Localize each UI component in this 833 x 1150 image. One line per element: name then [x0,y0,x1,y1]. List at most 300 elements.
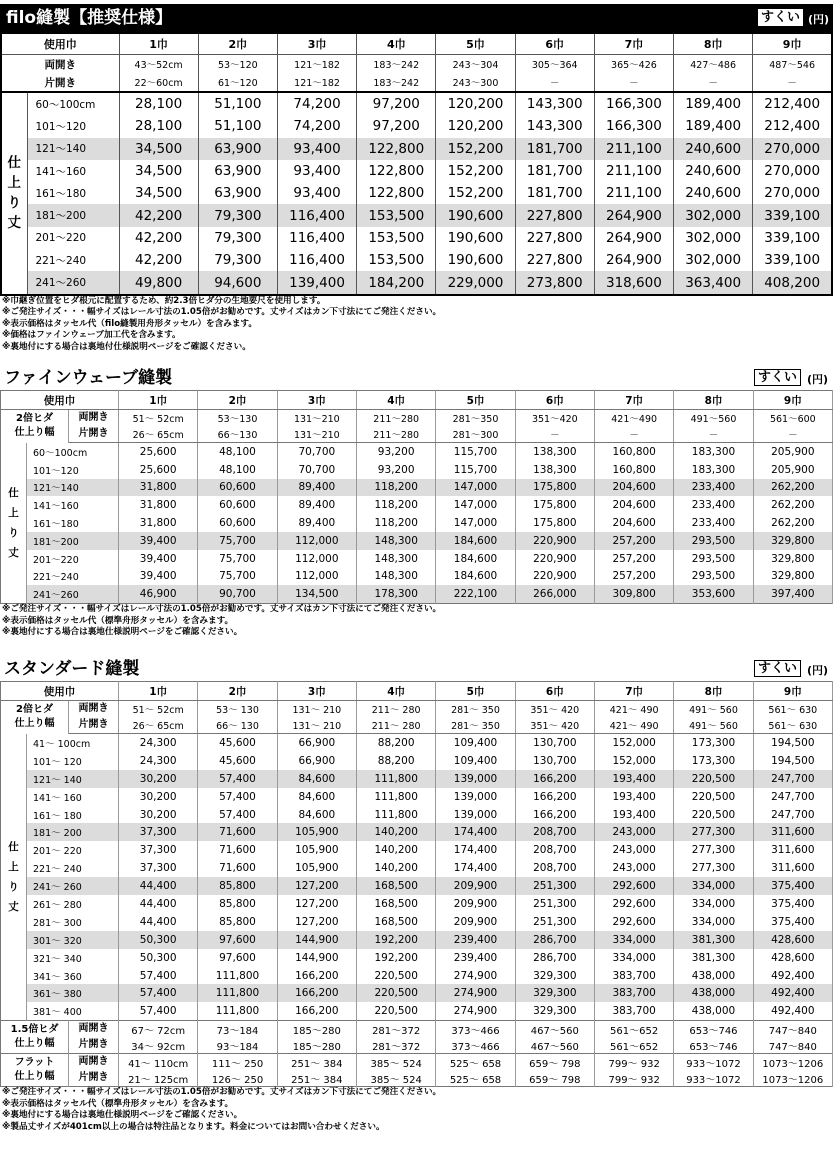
price-cell: 277,300 [674,841,753,859]
price-cell: 204,600 [594,514,673,532]
price-cell: 166,200 [515,788,594,806]
finewave-header [0,366,833,390]
width-range: 34～ 92cm [119,1037,198,1054]
price-cell: 363,400 [674,271,753,294]
price-cell: 262,200 [753,479,832,497]
price-cell: 211,100 [594,160,673,182]
price-cell: 251,300 [515,877,594,895]
price-cell: 75,700 [198,568,277,586]
price-cell: 239,400 [436,931,515,949]
width-range: 211～280 [357,426,436,443]
price-cell: 34,500 [119,138,198,160]
price-cell: 311,600 [753,859,832,877]
price-cell: 264,900 [594,227,673,249]
price-cell: 75,700 [198,550,277,568]
price-cell: 329,300 [515,1002,594,1020]
price-cell: 208,700 [515,841,594,859]
price-cell: 286,700 [515,931,594,949]
finewave-sukui-badge: すくい [754,369,801,386]
col-header: 2巾 [198,682,277,701]
price-cell: 251,300 [515,913,594,931]
price-cell: 292,600 [594,895,673,913]
width-range: 126～ 250 [198,1070,277,1087]
standard-price-table [0,681,833,1087]
price-cell: 375,400 [753,913,832,931]
price-cell: 174,400 [436,841,515,859]
price-cell: 148,300 [357,568,436,586]
price-cell: 183,300 [674,443,753,461]
col-header: 3巾 [277,391,356,410]
price-cell: 334,000 [594,931,673,949]
price-cell: 329,300 [515,984,594,1002]
length-range: 221～240 [27,568,119,586]
single-open-label: 片開き [69,717,119,734]
length-range: 221～240 [27,249,119,271]
price-cell: 122,800 [357,138,436,160]
price-cell: 293,500 [674,568,753,586]
width-range: 61～120 [198,73,277,92]
width-range: 365～426 [594,55,673,74]
price-cell: 140,200 [357,841,436,859]
width-range: － [674,426,753,443]
filo-price-rows [1,92,832,295]
note-line: ※製品丈サイズが401cm以上の場合は特注品となります。料金についてはお問い合わせください。 [2,1121,385,1132]
price-cell: 31,800 [119,479,198,497]
price-cell: 143,300 [515,115,594,137]
price-cell: 127,200 [277,895,356,913]
single-open-label: 片開き [69,426,119,443]
price-cell: 85,800 [198,877,277,895]
price-cell: 116,400 [277,227,356,249]
note-line: ※巾継ぎ位置をヒダ根元に配置するため、約2.3倍ヒダ分の生地要尺を使用します。 [2,295,326,306]
price-cell: 193,400 [594,788,673,806]
note-line: ※表示価格はタッセル代（標準舟形タッセル）を含みます。 [2,615,234,626]
price-cell: 122,800 [357,182,436,204]
price-cell: 93,400 [277,160,356,182]
price-cell: 46,900 [119,585,198,603]
filo-unit-label: (円) [807,13,829,26]
price-cell: 79,300 [198,227,277,249]
price-cell: 293,500 [674,532,753,550]
filo-double-open-row [1,55,832,74]
price-cell: 220,500 [357,984,436,1002]
width-range: 799～ 932 [594,1070,673,1087]
price-cell: 89,400 [277,479,356,497]
price-cell: 147,000 [436,496,515,514]
price-cell: 152,200 [436,182,515,204]
price-cell: 220,900 [515,568,594,586]
width-range: 561～ 630 [753,701,832,718]
width-range: 26～ 65cm [119,717,198,734]
price-cell: 97,200 [357,92,436,115]
price-cell: 239,400 [436,949,515,967]
pleat-ratio-label: 1.5倍ヒダ [10,1024,59,1036]
price-cell: 178,300 [357,585,436,603]
price-cell: 84,600 [277,806,356,824]
price-cell: 74,200 [277,92,356,115]
price-cell: 190,600 [436,204,515,226]
price-cell: 37,300 [119,841,198,859]
price-cell: 383,700 [594,967,673,985]
price-cell: 63,900 [198,138,277,160]
price-cell: 334,000 [594,949,673,967]
width-range: 281～300 [436,426,515,443]
finish-length-label [1,734,27,1021]
finish-width-label: 仕上り幅 [14,718,55,730]
finewave-single-open-row [1,426,833,443]
price-cell: 428,600 [753,931,832,949]
width-range: 22～60cm [119,73,198,92]
width-range: 51～ 52cm [119,701,198,718]
width-range: 525～ 658 [436,1054,515,1071]
width-range: 121～182 [277,73,356,92]
col-header: 6巾 [515,391,594,410]
finewave-price-table [0,390,833,604]
price-cell: 127,200 [277,913,356,931]
standard-notes [0,1087,833,1133]
col-header: 7巾 [594,391,673,410]
double-open-label: 両開き [1,55,119,74]
price-cell: 48,100 [198,461,277,479]
price-row [1,806,833,824]
finewave-header-row [1,391,833,410]
col-header: 4巾 [357,682,436,701]
price-cell: 204,600 [594,496,673,514]
price-cell: 189,400 [674,115,753,137]
double-open-label: 両開き [69,1021,119,1038]
finewave-section [0,366,833,639]
price-cell: 293,500 [674,550,753,568]
price-cell: 383,700 [594,1002,673,1020]
col-header: 6巾 [515,33,594,55]
price-cell: 209,900 [436,877,515,895]
price-cell: 39,400 [119,550,198,568]
flat-single-row [1,1070,833,1087]
price-cell: 57,400 [119,967,198,985]
width-range: 73～184 [198,1021,277,1038]
width-range: 467～560 [515,1021,594,1038]
width-range: － [594,426,673,443]
price-cell: 220,900 [515,532,594,550]
price-cell: 192,200 [357,949,436,967]
price-cell: 257,200 [594,550,673,568]
price-row [1,841,833,859]
standard-single-open-row [1,717,833,734]
col-header: 9巾 [753,682,832,701]
single-open-label: 片開き [69,1037,119,1054]
col-header: 1巾 [119,33,198,55]
price-cell: 118,200 [357,496,436,514]
price-cell: 381,300 [674,931,753,949]
price-cell: 270,000 [753,138,832,160]
price-row [1,160,832,182]
length-range: 141～160 [27,496,119,514]
price-cell: 60,600 [198,514,277,532]
width-range: 211～ 280 [357,717,436,734]
finewave-double-open-row [1,410,833,427]
width-range: 561～652 [594,1037,673,1054]
price-cell: 243,000 [594,841,673,859]
price-cell: 97,200 [357,115,436,137]
price-cell: 34,500 [119,182,198,204]
price-cell: 193,400 [594,806,673,824]
width-range: 41～ 110cm [119,1054,198,1071]
price-cell: 70,700 [277,461,356,479]
length-range: 121～140 [27,138,119,160]
standard-sukui-badge: すくい [754,660,801,677]
col-header: 9巾 [753,33,832,55]
price-cell: 270,000 [753,160,832,182]
note-line: ※ご発注サイズ・・・幅サイズはレール寸法の1.05倍がお勧めです。丈サイズはカン下寸法にてご発注ください。 [2,1087,442,1098]
price-cell: 39,400 [119,568,198,586]
price-cell: 302,000 [674,204,753,226]
finish-width-label: 仕上り幅 [14,1071,55,1083]
width-range: 93～184 [198,1037,277,1054]
price-cell: 85,800 [198,913,277,931]
width-range: 421～ 490 [594,717,673,734]
standard-section-title: スタンダード縫製 [4,659,140,679]
length-range: 60～100cm [27,443,119,461]
price-row [1,859,833,877]
price-row [1,913,833,931]
length-range: 141～ 160 [27,788,119,806]
price-cell: 85,800 [198,895,277,913]
price-cell: 302,000 [674,249,753,271]
price-cell: 329,800 [753,532,832,550]
price-cell: 220,500 [674,788,753,806]
width-range: 351～ 420 [515,717,594,734]
price-cell: 116,400 [277,204,356,226]
price-cell: 174,400 [436,859,515,877]
price-cell: 152,200 [436,160,515,182]
price-cell: 220,500 [357,967,436,985]
double-open-label: 両開き [69,701,119,718]
price-cell: 211,100 [594,138,673,160]
price-cell: 75,700 [198,532,277,550]
width-range: 385～ 524 [357,1070,436,1087]
width-range: 281～350 [436,410,515,427]
price-row [1,734,833,752]
note-line: ※価格はファインウェーブ加工代を含みます。 [2,330,181,341]
price-cell: 334,000 [674,877,753,895]
note-line: ※裏地付にする場合は裏地付仕様説明ページをご確認ください。 [2,341,251,352]
price-row [1,877,833,895]
price-cell: 63,900 [198,160,277,182]
note-line: ※ご発注サイズ・・・幅サイズはレール寸法の1.05倍がお勧めです。丈サイズはカン下寸法にてご発注ください。 [2,604,442,615]
length-range: 60～100cm [27,92,119,115]
price-cell: 227,800 [515,227,594,249]
length-range: 161～180 [27,514,119,532]
price-cell: 375,400 [753,895,832,913]
price-cell: 57,400 [198,806,277,824]
width-range: 53～130 [198,410,277,427]
width-range: 281～ 350 [436,701,515,718]
price-cell: 74,200 [277,115,356,137]
price-cell: 438,000 [674,967,753,985]
finewave-width-label: 使用巾 [1,391,119,410]
price-cell: 70,700 [277,443,356,461]
price-cell: 209,900 [436,895,515,913]
price-cell: 79,300 [198,204,277,226]
length-range: 261～ 280 [27,895,119,913]
price-cell: 42,200 [119,227,198,249]
price-cell: 71,600 [198,859,277,877]
price-cell: 30,200 [119,788,198,806]
length-range: 161～180 [27,182,119,204]
pleat-15-label [1,1021,69,1054]
price-cell: 212,400 [753,115,832,137]
width-range: 243～300 [436,73,515,92]
price-cell: 109,400 [436,752,515,770]
note-line: ※ご発注サイズ・・・幅サイズはレール寸法の1.05倍がお勧めです。丈サイズはカン下寸法にてご発注ください。 [2,307,442,318]
width-range: 26～ 65cm [119,426,198,443]
price-cell: 118,200 [357,514,436,532]
price-cell: 139,000 [436,806,515,824]
length-range: 201～220 [27,227,119,249]
price-cell: 44,400 [119,895,198,913]
price-cell: 264,900 [594,204,673,226]
price-cell: 181,700 [515,160,594,182]
length-range: 341～ 360 [27,967,119,985]
price-cell: 211,100 [594,182,673,204]
price-cell: 266,000 [515,585,594,603]
price-cell: 120,200 [436,92,515,115]
price-cell: 160,800 [594,461,673,479]
price-cell: 329,800 [753,568,832,586]
price-cell: 273,800 [515,271,594,294]
price-cell: 45,600 [198,734,277,752]
price-cell: 88,200 [357,734,436,752]
width-range: 305～364 [515,55,594,74]
price-cell: 111,800 [357,806,436,824]
pleat-ratio-label: 2倍ヒダ [16,704,53,716]
price-row [1,115,832,137]
width-range: 351～ 420 [515,701,594,718]
filo-price-table [0,32,833,296]
price-cell: 381,300 [674,949,753,967]
price-cell: 48,100 [198,443,277,461]
price-cell: 166,300 [594,92,673,115]
price-cell: 174,400 [436,823,515,841]
note-line: ※表示価格はタッセル代（標準舟形タッセル）を含みます。 [2,1098,234,1109]
price-cell: 140,200 [357,823,436,841]
price-cell: 175,800 [515,496,594,514]
price-cell: 257,200 [594,568,673,586]
finish-length-label [1,92,27,295]
price-cell: 60,600 [198,479,277,497]
price-cell: 175,800 [515,479,594,497]
price-row [1,949,833,967]
price-cell: 334,000 [674,895,753,913]
price-cell: 105,900 [277,859,356,877]
price-cell: 492,400 [753,1002,832,1020]
length-range: 181～200 [27,204,119,226]
price-cell: 173,300 [674,734,753,752]
width-range: 131～ 210 [277,701,356,718]
price-cell: 93,400 [277,138,356,160]
length-range: 281～ 300 [27,913,119,931]
price-cell: 428,600 [753,949,832,967]
price-cell: 89,400 [277,514,356,532]
price-cell: 24,300 [119,752,198,770]
filo-single-open-row [1,73,832,92]
price-cell: 66,900 [277,752,356,770]
price-row [1,550,833,568]
price-cell: 329,800 [753,550,832,568]
finish-length-char: 上 [8,860,19,873]
price-cell: 30,200 [119,806,198,824]
price-cell: 127,200 [277,877,356,895]
col-header: 7巾 [594,682,673,701]
price-cell: 88,200 [357,752,436,770]
price-row [1,461,833,479]
price-cell: 37,300 [119,859,198,877]
standard-section [0,657,833,1133]
price-cell: 112,000 [277,550,356,568]
double-open-label: 両開き [69,410,119,427]
price-cell: 50,300 [119,949,198,967]
col-header: 5巾 [436,33,515,55]
price-cell: 220,500 [674,770,753,788]
finish-length-char: 仕 [8,486,19,499]
price-cell: 262,200 [753,514,832,532]
price-cell: 51,100 [198,92,277,115]
col-header: 2巾 [198,391,277,410]
price-cell: 25,600 [119,443,198,461]
pleat-15-double-row [1,1021,833,1038]
width-range: 351～420 [515,410,594,427]
price-cell: 190,600 [436,249,515,271]
price-cell: 152,000 [594,752,673,770]
price-cell: 208,700 [515,859,594,877]
price-row [1,182,832,204]
price-cell: 277,300 [674,859,753,877]
length-range: 241～ 260 [27,877,119,895]
price-cell: 181,700 [515,138,594,160]
price-cell: 240,600 [674,138,753,160]
price-cell: 51,100 [198,115,277,137]
price-cell: 220,500 [674,806,753,824]
length-range: 101～120 [27,461,119,479]
width-range: 653～746 [674,1021,753,1038]
price-cell: 138,300 [515,443,594,461]
price-cell: 173,300 [674,752,753,770]
standard-price-rows [1,734,833,1021]
price-cell: 44,400 [119,877,198,895]
finish-length-char: 仕 [8,840,19,853]
price-cell: 243,000 [594,859,673,877]
width-range: 131～210 [277,410,356,427]
price-cell: 233,400 [674,479,753,497]
price-cell: 93,200 [357,443,436,461]
filo-notes [0,296,833,354]
width-range: 53～120 [198,55,277,74]
price-cell: 115,700 [436,443,515,461]
price-cell: 24,300 [119,734,198,752]
width-range: 799～ 932 [594,1054,673,1071]
width-range: 1073～1206 [753,1070,832,1087]
price-cell: 292,600 [594,877,673,895]
width-range: 21～ 125cm [119,1070,198,1087]
length-range: 41～ 100cm [27,734,119,752]
price-cell: 247,700 [753,788,832,806]
finish-length-char: 丈 [7,215,21,232]
price-cell: 105,900 [277,823,356,841]
price-cell: 270,000 [753,182,832,204]
price-cell: 492,400 [753,967,832,985]
price-cell: 94,600 [198,271,277,294]
length-range: 181～ 200 [27,823,119,841]
